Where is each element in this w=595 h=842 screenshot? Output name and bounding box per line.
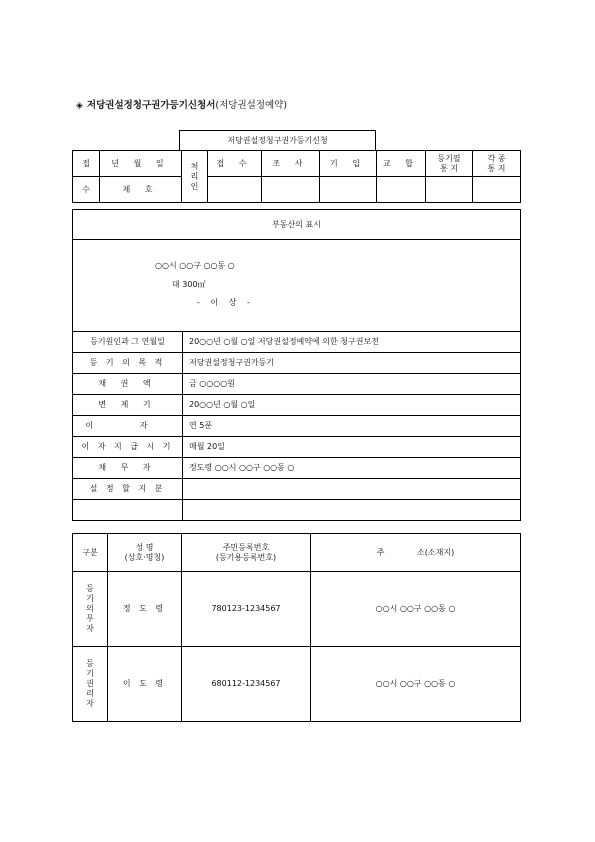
party-header-address: 주 소(소재지): [311, 534, 521, 572]
property-description: [73, 240, 521, 332]
field-label-claim-amount: 채 권 액: [73, 374, 183, 395]
field-label-interest: 이 자: [73, 416, 183, 437]
field-value-due-date[interactable]: 20○○년 ○월 ○일: [183, 395, 521, 416]
col-collation: 교 합: [377, 151, 426, 177]
field-label-blank: [73, 500, 183, 521]
parties-table: [72, 533, 521, 722]
field-value-blank[interactable]: [183, 500, 521, 521]
col-inspection: 조 사: [262, 151, 320, 177]
field-value-share[interactable]: [183, 479, 521, 500]
party-address-obligor[interactable]: ○○시 ○○구 ○○동 ○: [311, 572, 521, 647]
title-sub: (저당권설정예약): [215, 100, 288, 111]
date-label: 년 월 일: [100, 151, 182, 177]
col-reception: 접 수: [208, 151, 262, 177]
property-area: 대 300㎡: [172, 280, 206, 289]
cell-reception[interactable]: [208, 177, 262, 203]
field-value-debtor[interactable]: 정도령 ○○시 ○○구 ○○동 ○: [183, 458, 521, 479]
property-header: 부동산의 표시: [73, 210, 521, 240]
field-label-interest-payment: 이 자 지 급 시 기: [73, 437, 183, 458]
field-value-purpose[interactable]: 저당권설정청구권가등기: [183, 353, 521, 374]
property-address: ○○시 ○○구 ○○동 ○: [155, 261, 235, 270]
party-header-category: 구분: [73, 534, 108, 572]
office-processing-table: [72, 150, 521, 203]
field-value-cause[interactable]: 20○○년 ○월 ○일 저당권설정예약에 의한 청구권보전: [183, 332, 521, 353]
diamond-bullet-icon: ◈: [76, 101, 83, 111]
party-id-obligor[interactable]: 780123-1234567: [182, 572, 311, 647]
field-label-purpose: 등 기 의 목 적: [73, 353, 183, 374]
party-address-holder[interactable]: ○○시 ○○구 ○○동 ○: [311, 647, 521, 722]
cell-inspection[interactable]: [262, 177, 320, 203]
cell-other-notice[interactable]: [473, 177, 521, 203]
party-id-holder[interactable]: 680112-1234567: [182, 647, 311, 722]
reception-label-1: 접: [73, 151, 100, 177]
document-title: [76, 97, 287, 111]
title-main: 저당권설정청구권가등기신청서: [86, 100, 216, 111]
party-name-obligor[interactable]: 정 도 령: [108, 572, 182, 647]
cell-entry[interactable]: [320, 177, 377, 203]
property-end-mark: - 이 상 -: [197, 298, 250, 307]
number-label: 제 호: [100, 177, 182, 203]
col-entry: 기 입: [320, 151, 377, 177]
col-registration-notice: 등기필 통 지: [426, 151, 473, 177]
field-value-claim-amount[interactable]: 금 ○○○○원: [183, 374, 521, 395]
field-label-cause: 등기원인과 그 연월일: [73, 332, 183, 353]
cell-registration-notice[interactable]: [426, 177, 473, 203]
party-name-holder[interactable]: 이 도 령: [108, 647, 182, 722]
field-label-debtor: 채 무 자: [73, 458, 183, 479]
field-label-share: 설 정 할 지 분: [73, 479, 183, 500]
party-header-name: 성 명 (상호·명칭): [108, 534, 182, 572]
party-category-holder: 등 기 권 리 자: [73, 647, 108, 722]
field-value-interest[interactable]: 연 5푼: [183, 416, 521, 437]
field-value-interest-payment[interactable]: 매월 20일: [183, 437, 521, 458]
party-header-id: 주민등록번호 (등기용등록번호): [182, 534, 311, 572]
col-other-notice: 각 종 통 지: [473, 151, 521, 177]
cell-collation[interactable]: [377, 177, 426, 203]
field-label-due-date: 변 제 기: [73, 395, 183, 416]
registration-details-table: [72, 209, 521, 521]
application-type-box: 저당권설정청구권가등기신청: [179, 130, 376, 150]
reception-label-2: 수: [73, 177, 100, 203]
party-category-obligor: 등 기 의 무 자: [73, 572, 108, 647]
processing-label: 처 리 인: [182, 151, 208, 203]
